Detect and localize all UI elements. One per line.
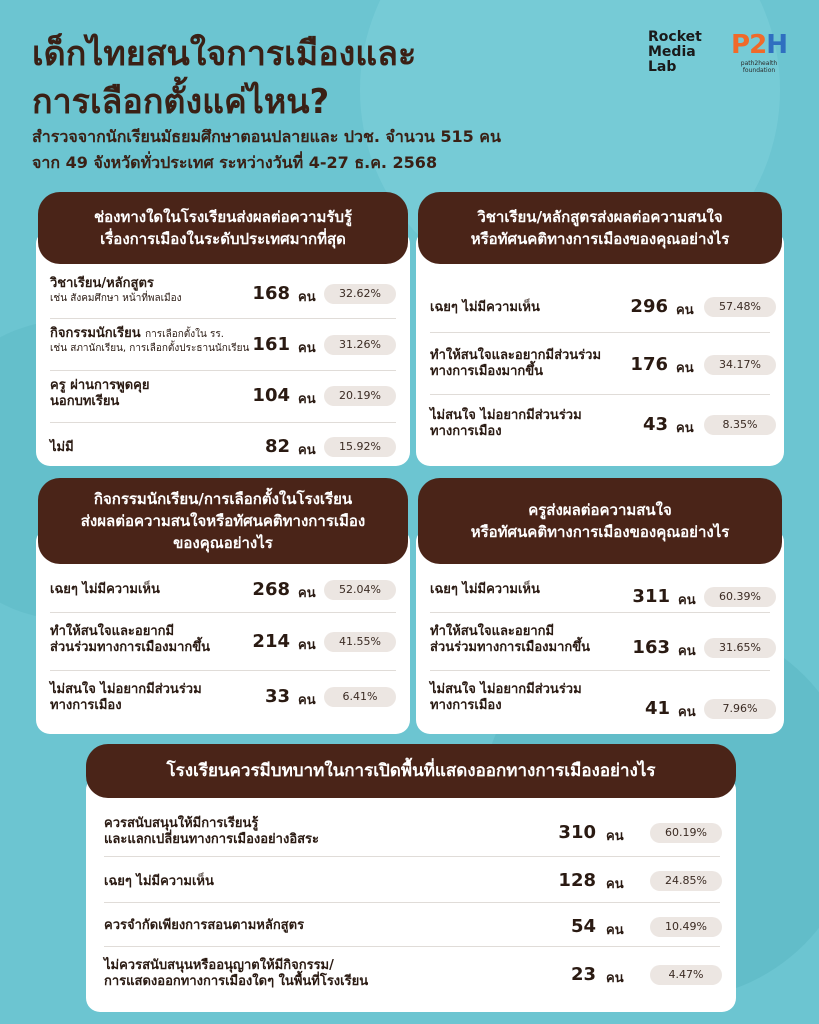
unit: คน: [298, 341, 316, 356]
count: 33: [264, 686, 290, 707]
count: 23: [570, 964, 596, 985]
list-item: ไม่สนใจ ไม่อยากมีส่วนร่วม ทางการเมือง: [50, 682, 202, 713]
list-item: ทำให้สนใจและอยากมี ส่วนร่วมทางการเมืองมากขึ้น: [430, 624, 591, 655]
count: 104: [252, 385, 290, 406]
percent-badge: 34.17%: [704, 355, 776, 375]
unit: คน: [298, 443, 316, 458]
percent-badge: 57.48%: [704, 297, 776, 317]
unit: คน: [298, 392, 316, 407]
percent-badge: 60.39%: [704, 587, 776, 607]
unit: คน: [606, 971, 624, 986]
list-item: เฉยๆ ไม่มีความเห็น: [50, 582, 160, 597]
percent-badge: 31.26%: [324, 335, 396, 355]
divider: [50, 670, 396, 671]
count: 268: [252, 579, 290, 600]
percent-badge: 15.92%: [324, 437, 396, 457]
divider: [430, 394, 770, 395]
card-header: ช่องทางใดในโรงเรียนส่งผลต่อความรับรู้ เรื่องการเมืองในระดับประเทศมากที่สุด: [38, 192, 408, 264]
percent-badge: 10.49%: [650, 917, 722, 937]
list-item: ไม่มี: [50, 440, 74, 455]
count: 161: [252, 334, 290, 355]
list-item: วิชาเรียน/หลักสูตร เช่น สังคมศึกษา หน้าที่พลเมือง: [50, 276, 182, 304]
divider: [50, 422, 396, 423]
divider: [50, 370, 396, 371]
percent-badge: 20.19%: [324, 386, 396, 406]
list-item: เฉยๆ ไม่มีความเห็น: [430, 300, 540, 315]
count: 168: [252, 283, 290, 304]
percent-badge: 4.47%: [650, 965, 722, 985]
page-title: เด็กไทยสนใจการเมืองและ การเลือกตั้งแค่ไหน?: [32, 34, 417, 122]
divider: [50, 318, 396, 319]
list-item: ทำให้สนใจและอยากมี ส่วนร่วมทางการเมืองมากขึ้น: [50, 624, 211, 655]
list-item: ครู ผ่านการพูดคุย นอกบทเรียน: [50, 378, 150, 409]
count: 176: [630, 354, 668, 375]
list-item: ไม่ควรสนับสนุนหรืออนุญาตให้มีกิจกรรม/ การแสดงออกทางการเมืองใดๆ ในพื้นที่โรงเรียน: [104, 958, 369, 989]
list-item: ไม่สนใจ ไม่อยากมีส่วนร่วม ทางการเมือง: [430, 408, 582, 439]
unit: คน: [298, 693, 316, 708]
percent-badge: 8.35%: [704, 415, 776, 435]
list-item: ไม่สนใจ ไม่อยากมีส่วนร่วม ทางการเมือง: [430, 682, 582, 713]
list-item: ควรจำกัดเพียงการสอนตามหลักสูตร: [104, 918, 305, 933]
count: 82: [264, 436, 290, 457]
card-header: โรงเรียนควรมีบทบาทในการเปิดพื้นที่แสดงออกทางการเมืองอย่างไร: [86, 744, 736, 798]
card-header: ครูส่งผลต่อความสนใจ หรือทัศนคติทางการเมืองของคุณอย่างไร: [418, 478, 782, 564]
divider: [104, 856, 720, 857]
card-header: กิจกรรมนักเรียน/การเลือกตั้งในโรงเรียน ส่งผลต่อความสนใจหรือทัศนคติทางการเมือง ของคุณอย่างไร: [38, 478, 408, 564]
percent-badge: 41.55%: [324, 632, 396, 652]
count: 310: [558, 822, 596, 843]
count: 128: [558, 870, 596, 891]
list-item: เฉยๆ ไม่มีความเห็น: [104, 874, 214, 889]
rocket-media-lab-logo: Rocket Media Lab: [648, 29, 702, 75]
unit: คน: [606, 877, 624, 892]
list-item: กิจกรรมนักเรียน การเลือกตั้งใน รร. เช่น สภานักเรียน, การเลือกตั้งประธานนักเรียน: [50, 326, 250, 354]
divider: [430, 332, 770, 333]
unit: คน: [676, 361, 694, 376]
percent-badge: 32.62%: [324, 284, 396, 304]
unit: คน: [678, 705, 696, 720]
unit: คน: [298, 586, 316, 601]
percent-badge: 31.65%: [704, 638, 776, 658]
percent-badge: 6.41%: [324, 687, 396, 707]
percent-badge: 52.04%: [324, 580, 396, 600]
count: 54: [570, 916, 596, 937]
percent-badge: 24.85%: [650, 871, 722, 891]
unit: คน: [606, 829, 624, 844]
unit: คน: [676, 303, 694, 318]
unit: คน: [298, 290, 316, 305]
divider: [50, 612, 396, 613]
page-subtitle: สำรวจจากนักเรียนมัธยมศึกษาตอนปลายและ ปวช. จำนวน 515 คน จาก 49 จังหวัดทั่วประเทศ ระหว่างวันที่ 4-27 ธ.ค. 2568: [32, 127, 501, 172]
divider: [430, 670, 770, 671]
list-item: ทำให้สนใจและอยากมีส่วนร่วม ทางการเมืองมากขึ้น: [430, 348, 602, 379]
count: 296: [630, 296, 668, 317]
count: 214: [252, 631, 290, 652]
divider: [430, 612, 770, 613]
unit: คน: [678, 593, 696, 608]
percent-badge: 60.19%: [650, 823, 722, 843]
count: 311: [632, 586, 670, 607]
card-header: วิชาเรียน/หลักสูตรส่งผลต่อความสนใจ หรือทัศนคติทางการเมืองของคุณอย่างไร: [418, 192, 782, 264]
list-item: ควรสนับสนุนให้มีการเรียนรู้ และแลกเปลี่ยนทางการเมืองอย่างอิสระ: [104, 816, 320, 847]
unit: คน: [606, 923, 624, 938]
count: 41: [644, 698, 670, 719]
divider: [104, 946, 720, 947]
unit: คน: [678, 644, 696, 659]
count: 163: [632, 637, 670, 658]
p2h-logo: P2H path2health foundation: [731, 30, 787, 74]
percent-badge: 7.96%: [704, 699, 776, 719]
unit: คน: [676, 421, 694, 436]
count: 43: [642, 414, 668, 435]
divider: [104, 902, 720, 903]
list-item: เฉยๆ ไม่มีความเห็น: [430, 582, 540, 597]
unit: คน: [298, 638, 316, 653]
